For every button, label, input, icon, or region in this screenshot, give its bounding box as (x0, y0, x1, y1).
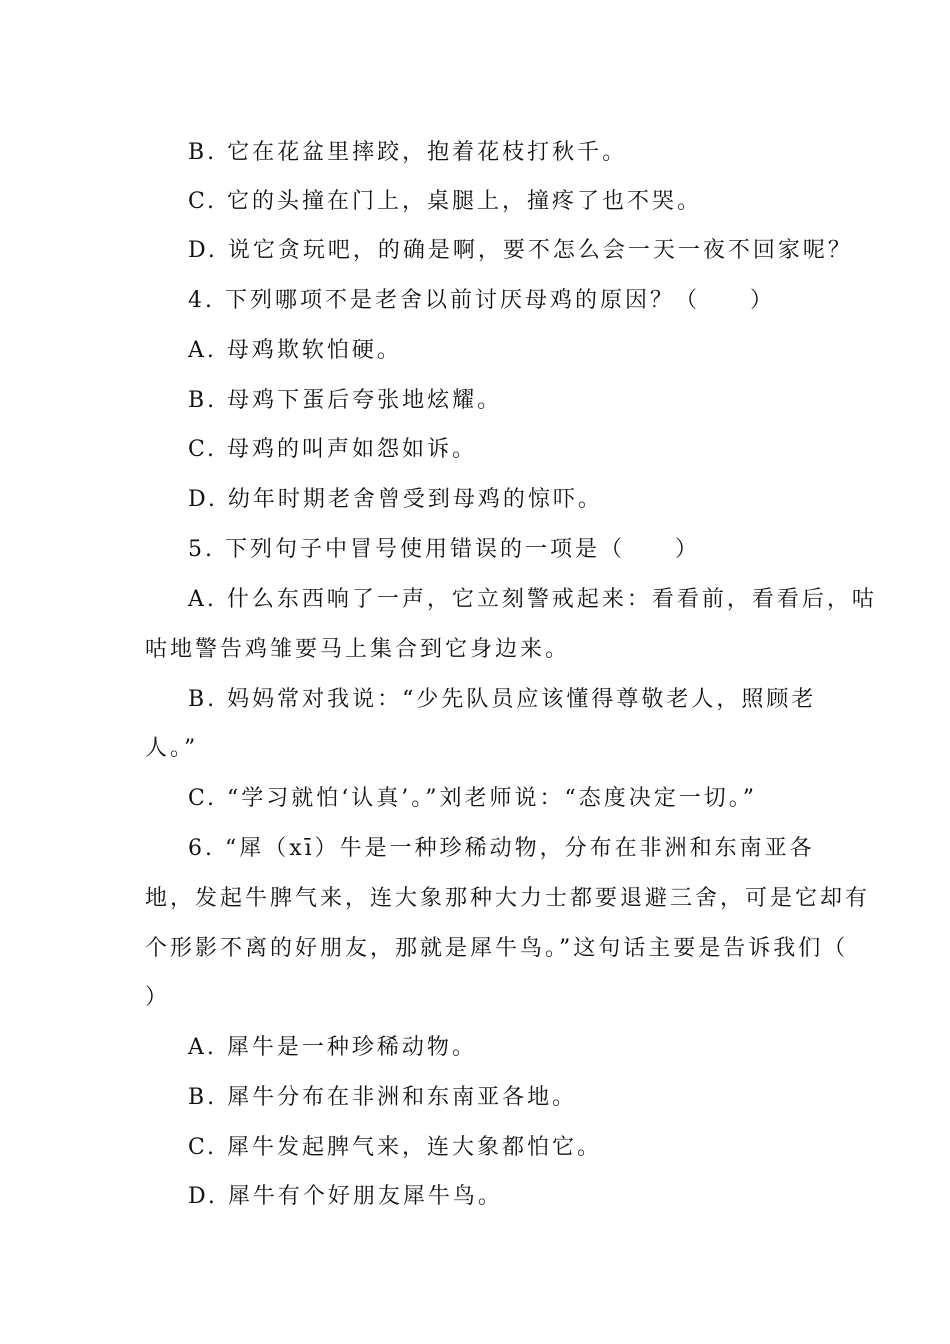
q5-option-c: C. “学习就怕‘认真’。”刘老师说：“态度决定一切。” (188, 786, 758, 811)
q4-option-b: B. 母鸡下蛋后夸张地炫耀。 (188, 388, 503, 413)
q5-stem: 5. 下列句子中冒号使用错误的一项是（ ） (188, 537, 700, 562)
q4-option-a: A. 母鸡欺软怕硬。 (188, 338, 402, 363)
q4-option-d: D. 幼年时期老舍曾受到母鸡的惊吓。 (188, 487, 603, 512)
q6-option-c: C. 犀牛发起脾气来，连大象都怕它。 (188, 1135, 603, 1160)
q4-stem: 4. 下列哪项不是老舍以前讨厌母鸡的原因？（ ） (188, 288, 775, 313)
q4-option-c: C. 母鸡的叫声如怨如诉。 (188, 437, 478, 462)
q5-option-b-line2: 人。” (145, 736, 199, 761)
q5-option-a-line1: A. 什么东西响了一声，它立刻警戒起来：看看前，看看后，咕 (188, 587, 877, 612)
q3-option-b: B. 它在花盆里摔跤，抱着花枝打秋千。 (188, 140, 628, 165)
q5-option-a-line2: 咕地警告鸡雏要马上集合到它身边来。 (145, 637, 571, 662)
q6-stem-line2: 地，发起牛脾气来，连大象那种大力士都要退避三舍，可是它却有 (145, 886, 871, 911)
q6-stem-line4: ） (145, 985, 171, 1010)
q3-option-c: C. 它的头撞在门上，桌腿上，撞疼了也不哭。 (188, 189, 703, 214)
q6-option-a: A. 犀牛是一种珍稀动物。 (188, 1035, 477, 1060)
q6-option-b: B. 犀牛分布在非洲和东南亚各地。 (188, 1085, 578, 1110)
q6-option-d: D. 犀牛有个好朋友犀牛鸟。 (188, 1184, 503, 1209)
q6-stem-line1: 6. “犀（xī）牛是一种珍稀动物，分布在非洲和东南亚各 (188, 836, 815, 861)
q6-stem-line3: 个形影不离的好朋友，那就是犀牛鸟。”这句话主要是告诉我们（ (145, 936, 849, 961)
q5-option-b-line1: B. 妈妈常对我说：“少先队员应该懂得尊敬老人，照顾老 (188, 687, 817, 712)
q3-option-d: D. 说它贪玩吧，的确是啊，要不怎么会一天一夜不回家呢？ (188, 238, 853, 263)
